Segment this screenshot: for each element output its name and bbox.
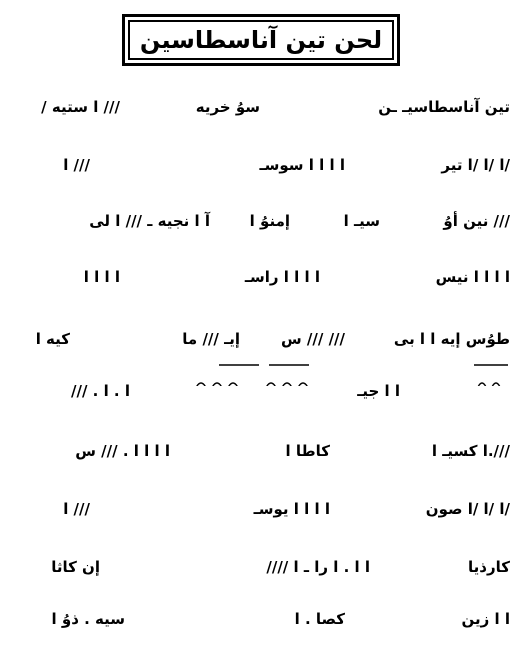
text-segment: كاطا ا: [285, 442, 330, 460]
text-segment: ا ا ا ا يوسـ: [253, 500, 330, 518]
music-line: [14, 552, 510, 586]
text-segment: طوُس إيه ا ا بى: [393, 330, 510, 348]
neume-arc: [264, 383, 310, 386]
text-segment: ا ا ا ا: [83, 268, 120, 286]
text-segment: إيـ /// ما: [182, 330, 240, 348]
music-line: [14, 92, 510, 126]
text-segment: ///.ا كسيـ ا: [431, 442, 510, 460]
text-segment: ا ا . ا را ـ ا ////: [266, 558, 370, 576]
text-segment: كارذيا: [468, 558, 510, 576]
neume-arc: [476, 383, 502, 386]
music-line: [14, 360, 510, 410]
music-line: [14, 494, 510, 528]
text-segment: سيه . ذوُ ا: [51, 610, 125, 628]
music-line: [14, 324, 510, 358]
music-line: [14, 150, 510, 184]
text-segment: /// ا ستيه /: [41, 98, 120, 116]
text-segment: /ا /ا /ا صون: [425, 500, 510, 518]
text-segment: ا ا جيـ: [357, 382, 400, 400]
text-segment: سوُ خريه: [195, 98, 260, 116]
text-segment: /// ا: [63, 500, 90, 518]
text-segment: ا ا ا ا راسـ: [244, 268, 320, 286]
text-segment: إن كاثا: [51, 558, 100, 576]
music-line: [14, 206, 510, 240]
text-segment: ا ا زين: [461, 610, 510, 628]
text-segment: ا ا ا ا نيس: [435, 268, 510, 286]
title-frame: [122, 14, 400, 66]
neume-arc: [194, 383, 240, 386]
text-segment: ا ا ا ا . /// س: [75, 442, 170, 460]
text-segment: /ا /ا /ا تير: [441, 156, 510, 174]
text-segment: سيـ ا: [343, 212, 380, 230]
music-line: [14, 262, 510, 296]
text-segment: /// نين أوُ: [443, 212, 510, 230]
text-segment: ا ا ا ا سوسـ: [259, 156, 345, 174]
text-segment: /// ا: [63, 156, 90, 174]
text-segment: آ ا نجيه ـ /// ا لى: [89, 212, 210, 230]
text-segment: /// /// س: [280, 330, 345, 348]
music-line: [14, 604, 510, 638]
text-segment: كيه ا: [35, 330, 70, 348]
text-segment: ا . ا . ///: [70, 382, 130, 400]
page-title: لحن تين آناسطاسين: [128, 20, 394, 60]
text-segment: إمنوُ ا: [249, 212, 290, 230]
text-segment: كصا . ا: [294, 610, 345, 628]
music-line: [14, 436, 510, 470]
text-segment: تين آناسطاسيـ ـن: [378, 98, 510, 116]
